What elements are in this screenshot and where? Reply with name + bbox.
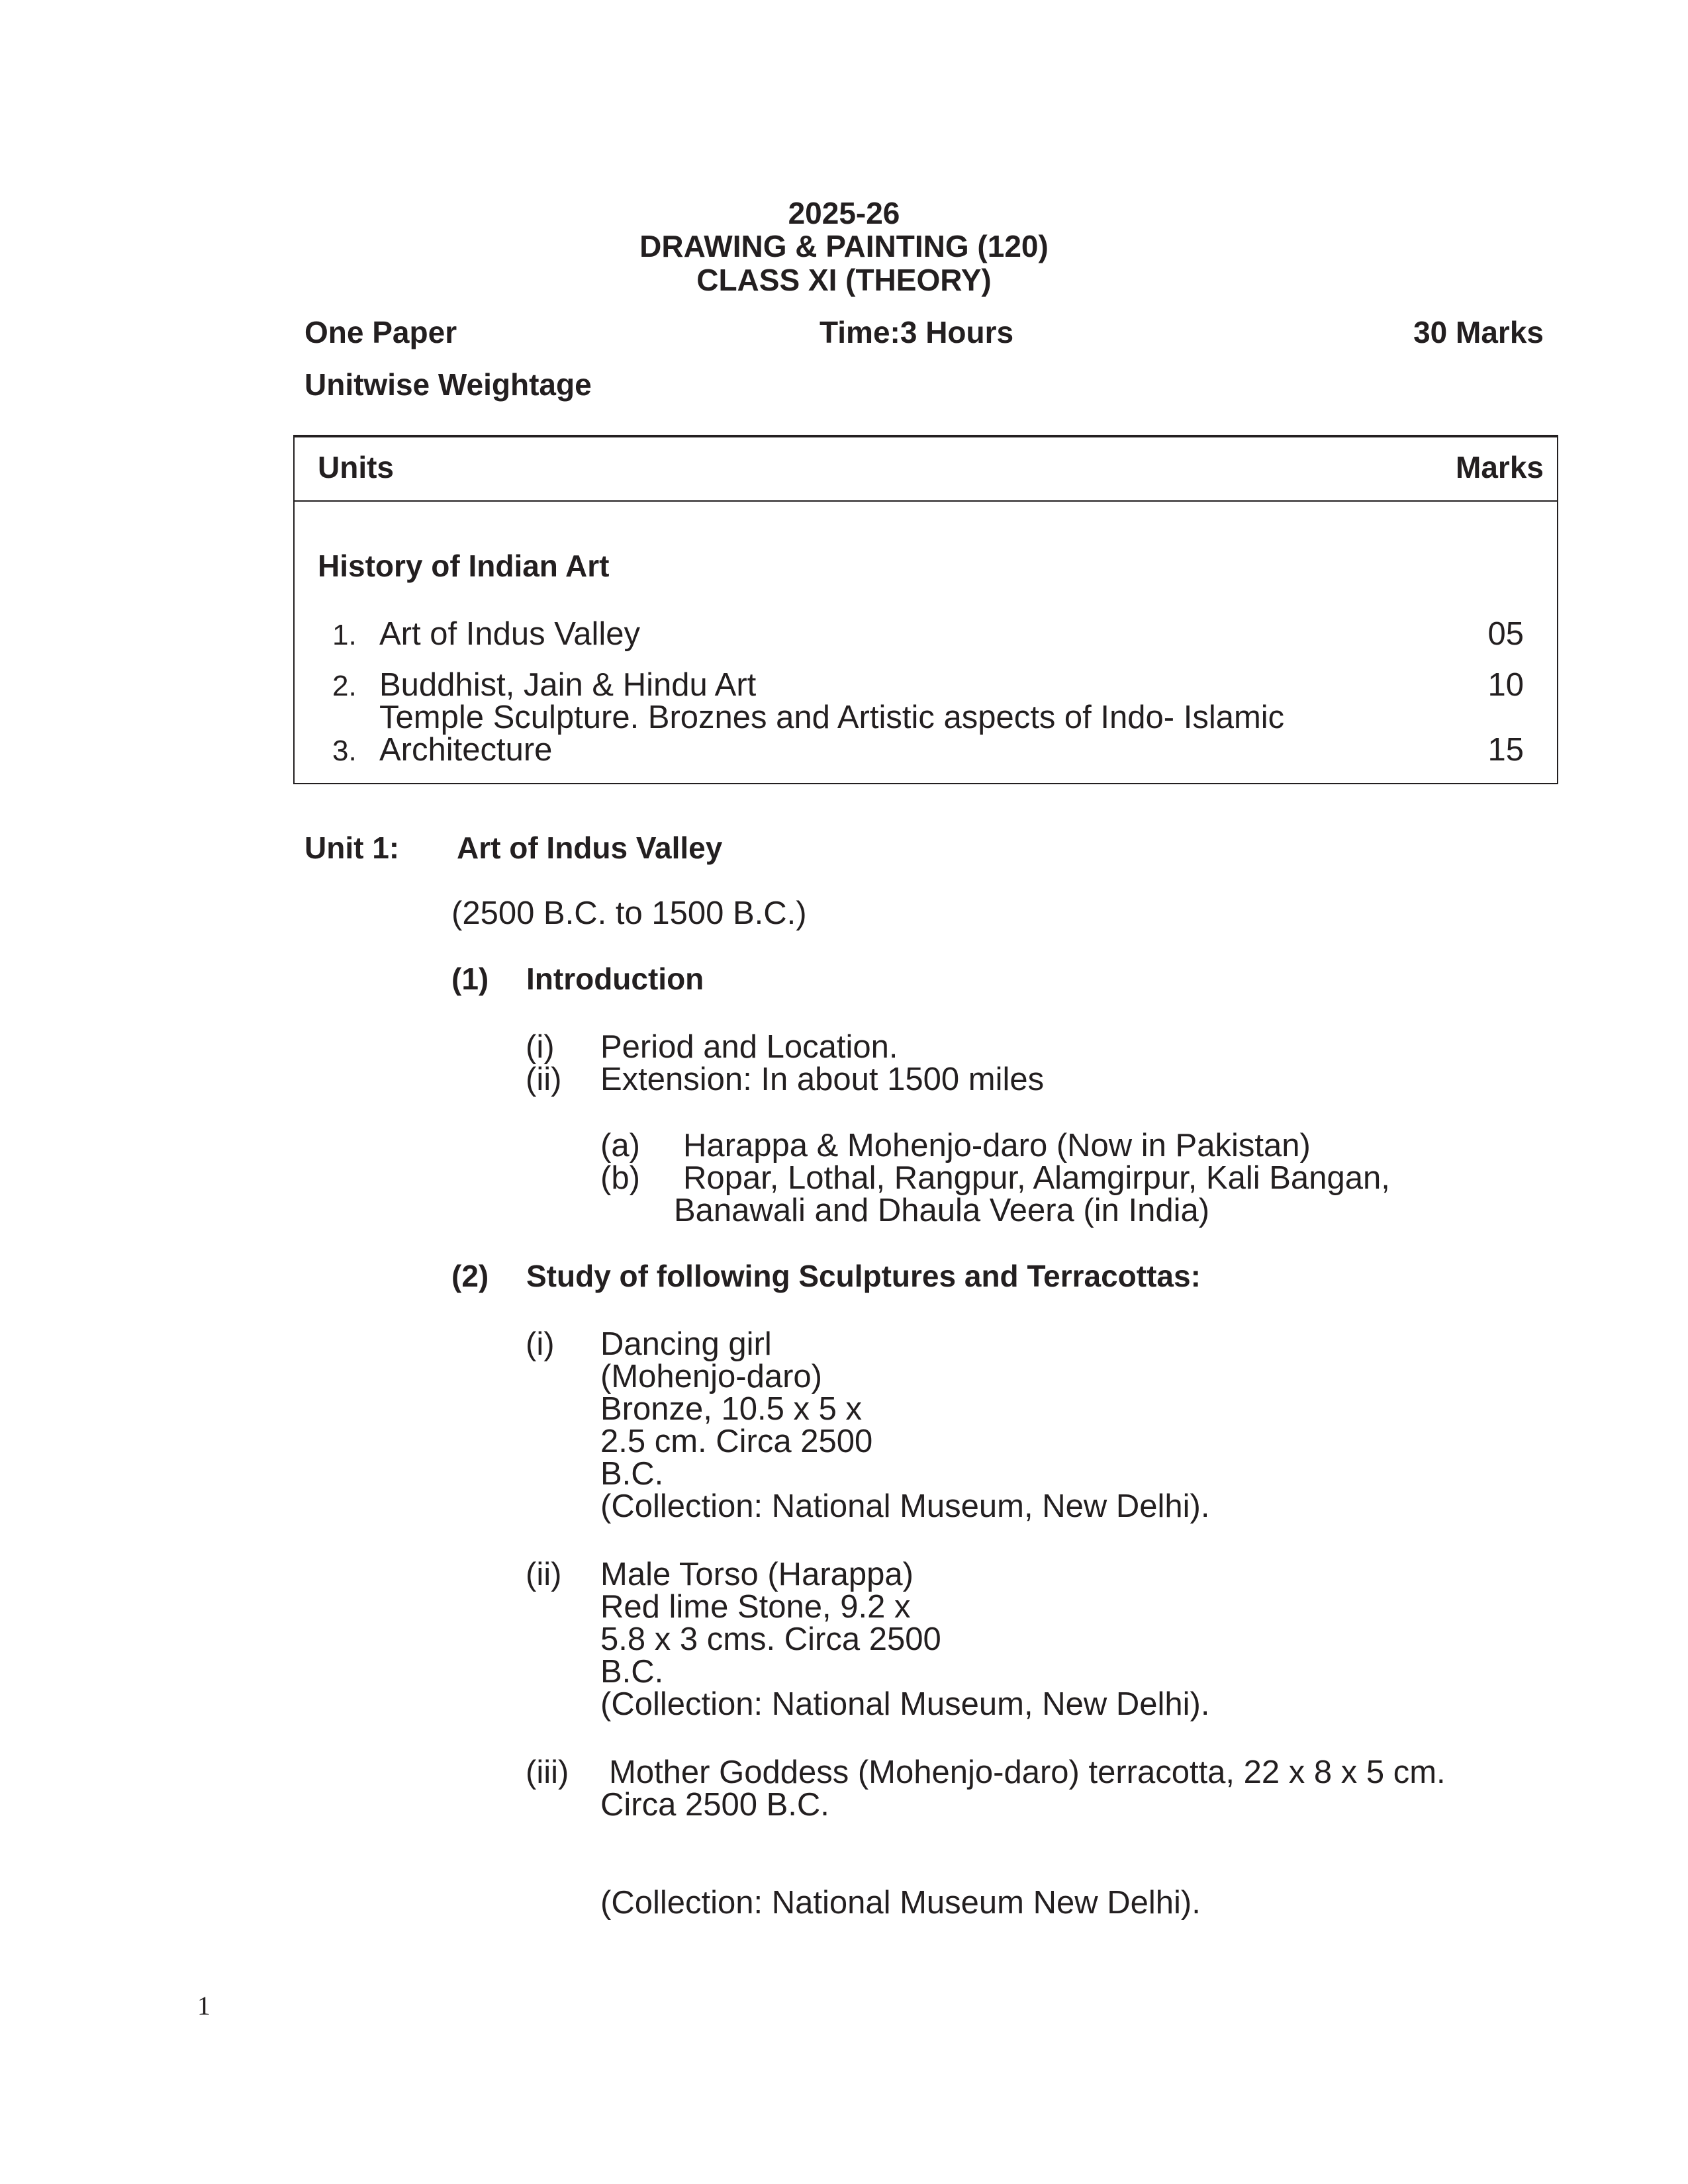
row-unit-text: Architecture [379, 732, 553, 768]
item-number: (i) [526, 1029, 555, 1065]
item-text: B.C. [600, 1456, 664, 1492]
class-heading: CLASS XI (THEORY) [696, 263, 992, 297]
unit-title: Art of Indus Valley [457, 831, 723, 865]
item-text: 2.5 cm. Circa 2500 [600, 1424, 873, 1459]
section-number: (2) [451, 1259, 489, 1293]
item-text: Period and Location. [600, 1029, 898, 1065]
item-number: (i) [526, 1326, 555, 1362]
time-label: Time:3 Hours [820, 315, 1014, 349]
item-text: (Collection: National Museum, New Delhi). [600, 1686, 1210, 1722]
row-number: 2. [332, 670, 357, 702]
weightage-title: Unitwise Weightage [305, 367, 592, 402]
row-number: 3. [332, 735, 357, 767]
item-text: 5.8 x 3 cms. Circa 2500 [600, 1621, 941, 1657]
table-section-title: History of Indian Art [318, 549, 610, 583]
section-title: Study of following Sculptures and Terracottas: [526, 1259, 1201, 1293]
table-header-divider [295, 500, 1557, 502]
row-unit-text: Temple Sculpture. Broznes and Artistic aspects of Indo- Islamic [379, 700, 1285, 735]
item-number: (ii) [526, 1557, 562, 1592]
subitem-text: Ropar, Lothal, Rangpur, Alamgirpur, Kali Bangan, [683, 1160, 1390, 1196]
item-number: (iii) [526, 1754, 569, 1790]
row-marks: 15 [1487, 732, 1524, 768]
item-text: Dancing girl [600, 1326, 772, 1362]
unit-period: (2500 B.C. to 1500 B.C.) [451, 895, 807, 931]
subject-heading: DRAWING & PAINTING (120) [639, 229, 1049, 263]
item-text: (Collection: National Museum, New Delhi). [600, 1488, 1210, 1524]
paper-label: One Paper [305, 315, 457, 349]
table-header-marks: Marks [1456, 450, 1544, 484]
item-text: Extension: In about 1500 miles [600, 1062, 1045, 1097]
item-number: (ii) [526, 1062, 562, 1097]
row-marks: 10 [1487, 667, 1524, 703]
subitem-text: Harappa & Mohenjo-daro (Now in Pakistan) [683, 1128, 1311, 1163]
item-text: (Mohenjo-daro) [600, 1359, 822, 1394]
item-text: Circa 2500 B.C. [600, 1787, 829, 1823]
item-text: (Collection: National Museum New Delhi). [600, 1885, 1201, 1921]
row-unit-text: Art of Indus Valley [379, 616, 641, 652]
row-unit-text: Buddhist, Jain & Hindu Art [379, 667, 757, 703]
marks-label: 30 Marks [1413, 315, 1544, 349]
item-text: Bronze, 10.5 x 5 x [600, 1391, 862, 1427]
row-marks: 05 [1487, 616, 1524, 652]
table-header-units: Units [318, 450, 394, 484]
subitem-number: (a) [600, 1128, 640, 1163]
item-text: Male Torso (Harappa) [600, 1557, 914, 1592]
page-number: 1 [197, 1991, 211, 2021]
subitem-number: (b) [600, 1160, 640, 1196]
item-text: B.C. [600, 1654, 664, 1690]
item-text: Red lime Stone, 9.2 x [600, 1589, 911, 1625]
row-number: 1. [332, 619, 357, 651]
subitem-text: Banawali and Dhaula Veera (in India) [674, 1193, 1210, 1228]
item-text: Mother Goddess (Mohenjo-daro) terracotta, 22 x 8 x 5 cm. [609, 1754, 1446, 1790]
section-title: Introduction [526, 962, 704, 996]
unit-label: Unit 1: [305, 831, 400, 865]
year-heading: 2025-26 [788, 196, 900, 230]
section-number: (1) [451, 962, 489, 996]
